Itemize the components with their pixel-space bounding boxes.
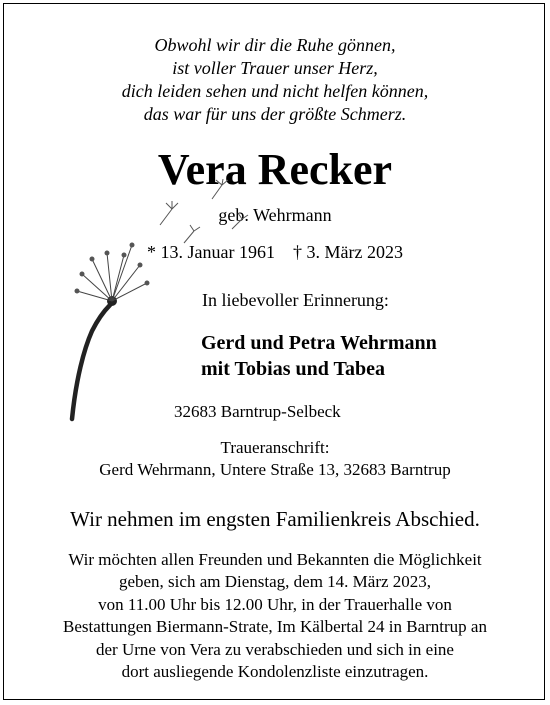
family-line: Gerd und Petra Wehrmann bbox=[201, 332, 437, 354]
death-date: † 3. März 2023 bbox=[293, 242, 403, 262]
farewell-line: Wir nehmen im engsten Familienkreis Abschied. bbox=[70, 507, 480, 531]
poem-line: ist voller Trauer unser Herz, bbox=[172, 58, 378, 78]
poem-line: das war für uns der größte Schmerz. bbox=[143, 104, 407, 124]
mourning-address-label: Traueranschrift: bbox=[220, 438, 330, 457]
family-line: mit Tobias und Tabea bbox=[201, 358, 385, 380]
mourning-address-text: Gerd Wehrmann, Untere Straße 13, 32683 Barntrup bbox=[99, 460, 451, 479]
mourning-address bbox=[4, 437, 546, 481]
notice-line: von 11.00 Uhr bis 12.00 Uhr, in der Trauerhalle von bbox=[98, 594, 452, 614]
poem-line: dich leiden sehen und nicht helfen können, bbox=[121, 81, 429, 101]
deceased-name: Vera Recker bbox=[157, 145, 393, 194]
notice-line: Wir möchten allen Freunden und Bekannten die Möglichkeit bbox=[68, 550, 482, 569]
notice-line: der Urne von Vera zu verabschieden und sich in eine bbox=[96, 639, 454, 659]
memory-line: In liebevoller Erinnerung: bbox=[202, 290, 389, 310]
birth-name: geb. Wehrmann bbox=[218, 205, 332, 225]
notice-line: Bestattungen Biermann-Strate, Im Kälbertal 24 in Barntrup an bbox=[63, 617, 487, 637]
family-city: 32683 Barntrup-Selbeck bbox=[174, 402, 341, 421]
poem-line: Obwohl wir dir die Ruhe gönnen, bbox=[154, 35, 396, 55]
dandelion-icon bbox=[62, 179, 262, 424]
funeral-notice bbox=[4, 549, 546, 683]
notice-line: geben, sich am Dienstag, dem 14. März 2023, bbox=[118, 572, 432, 592]
notice-line: dort ausliegende Kondolenzliste einzutragen. bbox=[121, 662, 429, 682]
poem bbox=[4, 34, 546, 126]
birth-date: * 13. Januar 1961 bbox=[147, 242, 275, 262]
obituary-frame bbox=[3, 3, 545, 700]
